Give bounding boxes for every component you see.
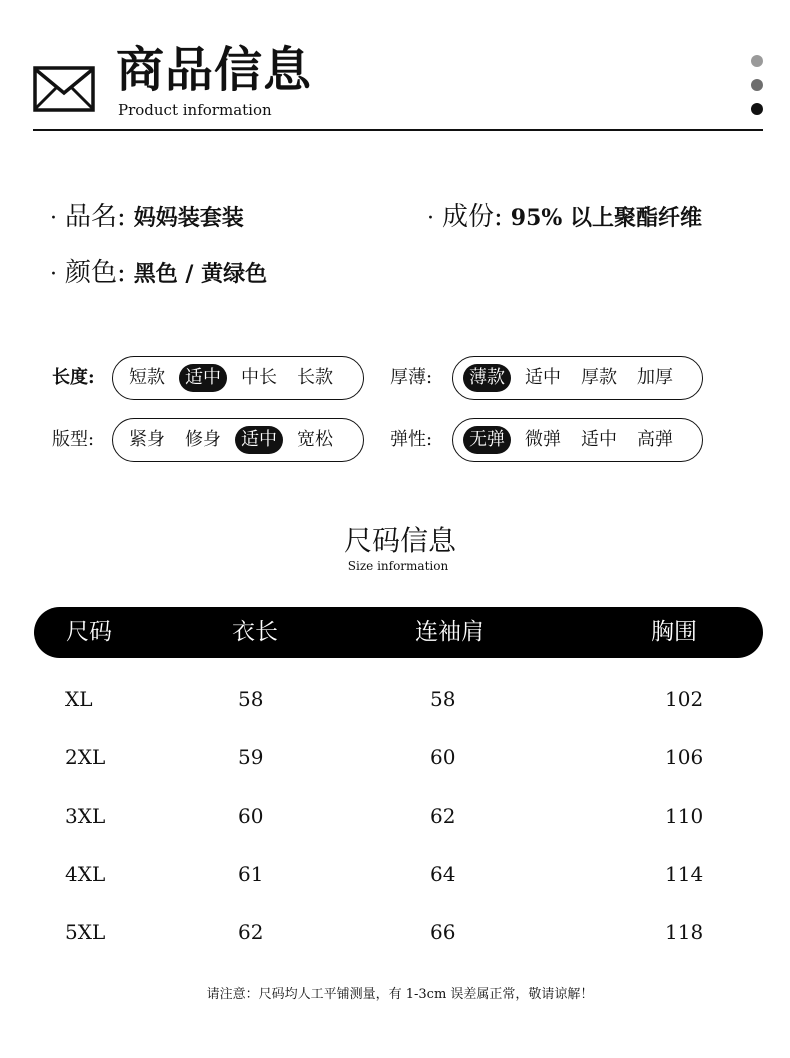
envelope-icon: [33, 66, 95, 112]
bullet: ·: [50, 262, 57, 287]
option-elasticity-0: 无弹: [463, 426, 511, 454]
table-cell: 64: [430, 861, 456, 886]
indicator-dot: [751, 55, 763, 67]
table-cell: 106: [665, 745, 704, 770]
table-cell: 66: [430, 920, 456, 945]
size-section-subtitle: Size information: [347, 559, 449, 573]
table-cell: 59: [238, 745, 264, 770]
attr-group-fit: [112, 418, 364, 462]
table-cell: 58: [238, 687, 264, 711]
option-fit-1: 修身: [185, 429, 221, 450]
table-cell: 61: [238, 861, 264, 886]
column-header-bust: 胸围: [651, 619, 697, 645]
page-title: 商品信息: [116, 42, 313, 98]
option-thickness-3: 加厚: [637, 367, 673, 388]
table-cell: 60: [430, 745, 456, 770]
option-length-1: 适中: [179, 364, 227, 392]
table-cell: 5XL: [65, 920, 106, 945]
info-color: [50, 256, 267, 293]
indicator-dot: [751, 79, 763, 91]
attr-group-elasticity: [452, 418, 703, 462]
option-thickness-1: 适中: [525, 367, 561, 388]
table-cell: XL: [65, 687, 93, 711]
bullet: ·: [50, 206, 57, 231]
option-length-3: 长款: [297, 367, 333, 388]
table-cell: 58: [430, 687, 456, 711]
header-divider: [33, 129, 763, 131]
info-value: 95% 以上聚酯纤维: [510, 205, 702, 231]
info-value: 黑色 / 黄绿色: [133, 261, 268, 287]
page-subtitle: Product information: [118, 101, 272, 119]
size-table-header: [34, 607, 763, 658]
option-length-2: 中长: [241, 367, 277, 388]
table-cell: 4XL: [65, 861, 106, 886]
info-material: [427, 200, 702, 237]
info-label: 成份:: [442, 202, 503, 232]
option-elasticity-2: 适中: [581, 429, 617, 450]
column-header-length: 衣长: [232, 619, 278, 645]
attr-label-elasticity: 弹性:: [390, 429, 433, 450]
option-length-0: 短款: [129, 367, 165, 388]
column-header-shoulder: 连袖肩: [415, 619, 484, 645]
attr-label-thickness: 厚薄:: [390, 367, 433, 388]
option-fit-0: 紧身: [129, 429, 165, 450]
info-label: 颜色:: [65, 258, 126, 288]
column-header-size: 尺码: [66, 619, 112, 645]
table-cell: 60: [238, 803, 264, 828]
table-cell: 102: [665, 687, 704, 711]
indicator-dot: [751, 103, 763, 115]
info-product-name: [50, 200, 244, 237]
table-cell: 3XL: [65, 803, 106, 828]
table-cell: 114: [665, 861, 704, 886]
info-value: 妈妈装套装: [133, 205, 244, 231]
attr-group-length: [112, 356, 364, 400]
measurement-note: 请注意：尺码均人工平铺测量，有 1-3cm 误差属正常，敬请谅解！: [206, 987, 594, 1002]
table-cell: 110: [665, 803, 704, 828]
table-cell: 118: [665, 920, 704, 945]
table-cell: 62: [430, 803, 456, 828]
info-label: 品名:: [65, 202, 126, 232]
attr-label-length: 长度:: [52, 367, 95, 388]
option-thickness-2: 厚款: [581, 367, 617, 388]
attr-label-fit: 版型:: [52, 429, 95, 450]
option-elasticity-3: 高弹: [637, 429, 673, 450]
size-section-title: 尺码信息: [343, 524, 456, 557]
option-fit-3: 宽松: [297, 429, 333, 450]
option-thickness-0: 薄款: [463, 364, 511, 392]
attr-group-thickness: [452, 356, 703, 400]
table-cell: 2XL: [65, 745, 106, 770]
table-cell: 62: [238, 920, 264, 945]
bullet: ·: [427, 206, 434, 231]
option-elasticity-1: 微弹: [525, 429, 561, 450]
option-fit-2: 适中: [235, 426, 283, 454]
